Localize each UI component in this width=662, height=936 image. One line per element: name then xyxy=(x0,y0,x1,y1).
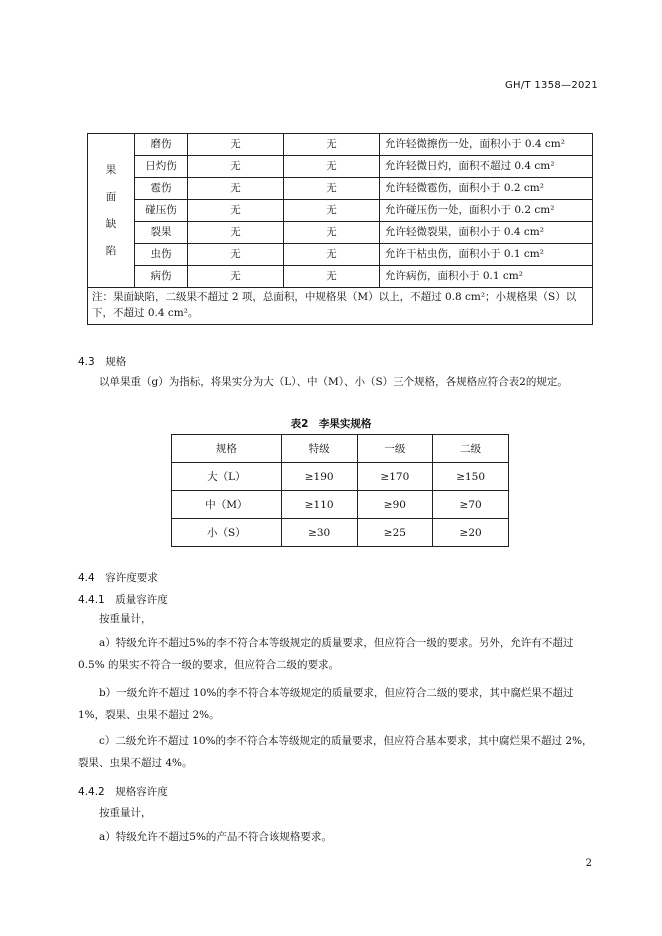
size-table xyxy=(171,434,509,547)
section-4-4-1-item-c: c）二级允许不超过 10%的李不符合本等级规定的质量要求，但应符合基本要求，其中腐烂果不超过 2%，裂果、虫果不超过 4%。 xyxy=(78,735,593,769)
defect-category-cell xyxy=(88,134,135,288)
table-row xyxy=(88,222,593,244)
defect-grade-first: 无 xyxy=(284,200,380,222)
category-char: 面 xyxy=(105,190,117,203)
table-row xyxy=(88,156,593,178)
section-4-4-title: 4.4 容许度要求 xyxy=(78,572,158,584)
category-char: 缺 xyxy=(105,217,117,230)
defect-grade-premium: 无 xyxy=(188,222,284,244)
defect-grade-premium: 无 xyxy=(188,156,284,178)
table-row xyxy=(88,134,593,156)
table-header-row xyxy=(172,435,509,463)
table-cell: ≥170 xyxy=(357,463,433,491)
defect-name: 虫伤 xyxy=(135,244,188,266)
table-cell: ≥30 xyxy=(281,519,357,547)
defect-name: 雹伤 xyxy=(135,178,188,200)
table-row xyxy=(88,266,593,288)
table-row xyxy=(88,244,593,266)
defects-table xyxy=(87,133,593,325)
header-cell: 二级 xyxy=(433,435,509,463)
defect-name: 裂果 xyxy=(135,222,188,244)
table-row xyxy=(172,491,509,519)
section-4-4-2-title: 4.4.2 规格容许度 xyxy=(78,786,168,798)
defect-grade-first: 无 xyxy=(284,244,380,266)
defect-allowance: 允许轻微雹伤，面积小于 0.2 cm² xyxy=(380,178,593,200)
section-4-4-1-title: 4.4.1 质量容许度 xyxy=(78,594,168,606)
defect-grade-premium: 无 xyxy=(188,266,284,288)
table-row xyxy=(172,519,509,547)
defect-name: 碰压伤 xyxy=(135,200,188,222)
defect-allowance: 允许轻微擦伤一处，面积小于 0.4 cm² xyxy=(380,134,593,156)
defect-allowance: 允许干枯虫伤，面积小于 0.1 cm² xyxy=(380,244,593,266)
defect-grade-first: 无 xyxy=(284,266,380,288)
defect-grade-premium: 无 xyxy=(188,200,284,222)
table-cell: 大（L） xyxy=(172,463,282,491)
table-cell: ≥20 xyxy=(433,519,509,547)
section-4-4-2-intro: 按重量计， xyxy=(99,807,152,819)
table-cell: ≥150 xyxy=(433,463,509,491)
defect-grade-premium: 无 xyxy=(188,134,284,156)
defect-allowance: 允许病伤，面积小于 0.1 cm² xyxy=(380,266,593,288)
table-cell: ≥25 xyxy=(357,519,433,547)
defect-allowance: 允许碰压伤一处，面积小于 0.2 cm² xyxy=(380,200,593,222)
defect-grade-first: 无 xyxy=(284,156,380,178)
table-note-row xyxy=(88,288,593,325)
table-cell: ≥190 xyxy=(281,463,357,491)
standard-code-header: GH/T 1358—2021 xyxy=(504,80,598,91)
defect-name: 磨伤 xyxy=(135,134,188,156)
header-cell: 一级 xyxy=(357,435,433,463)
table-2-caption: 表2 李果实规格 xyxy=(290,418,372,430)
defect-grade-first: 无 xyxy=(284,134,380,156)
page-number: 2 xyxy=(585,858,592,869)
category-char: 陷 xyxy=(105,244,117,257)
defect-grade-premium: 无 xyxy=(188,178,284,200)
table-row xyxy=(172,463,509,491)
defect-allowance: 允许轻微裂果，面积小于 0.4 cm² xyxy=(380,222,593,244)
defect-grade-first: 无 xyxy=(284,222,380,244)
section-4-3-body: 以单果重（g）为指标，将果实分为大（L）、中（M）、小（S）三个规格，各规格应符合表2的规定。 xyxy=(99,376,568,388)
table-cell: ≥110 xyxy=(281,491,357,519)
defect-name: 病伤 xyxy=(135,266,188,288)
category-char: 果 xyxy=(105,163,117,176)
table-cell: 中（M） xyxy=(172,491,282,519)
table-row xyxy=(88,178,593,200)
table-cell: ≥90 xyxy=(357,491,433,519)
defect-allowance: 允许轻微日灼，面积不超过 0.4 cm² xyxy=(380,156,593,178)
header-cell: 特级 xyxy=(281,435,357,463)
section-4-4-1-item-a: a）特级允许不超过5%的李不符合本等级规定的质量要求，但应符合一级的要求。另外，允许有不超过0.5% 的果实不符合一级的要求，但应符合二级的要求。 xyxy=(78,637,574,671)
header-cell: 规格 xyxy=(172,435,282,463)
defect-grade-premium: 无 xyxy=(188,244,284,266)
section-4-4-1-item-b: b）一级允许不超过 10%的李不符合本等级规定的质量要求，但应符合二级的要求，其中腐烂果不超过 1%，裂果、虫果不超过 2%。 xyxy=(78,687,574,721)
table-cell: 小（S） xyxy=(172,519,282,547)
table-cell: ≥70 xyxy=(433,491,509,519)
table-note: 注：果面缺陷，二级果不超过 2 项，总面积，中规格果（M）以上，不超过 0.8 cm²；小规格果（S）以下，不超过 0.4 cm²。 xyxy=(88,288,593,325)
defect-name: 日灼伤 xyxy=(135,156,188,178)
section-4-3-title: 4.3 规格 xyxy=(78,356,127,368)
table-row xyxy=(88,200,593,222)
section-4-4-1-intro: 按重量计， xyxy=(99,613,152,625)
defect-grade-first: 无 xyxy=(284,178,380,200)
section-4-4-2-item-a: a）特级允许不超过5%的产品不符合该规格要求。 xyxy=(99,831,332,843)
